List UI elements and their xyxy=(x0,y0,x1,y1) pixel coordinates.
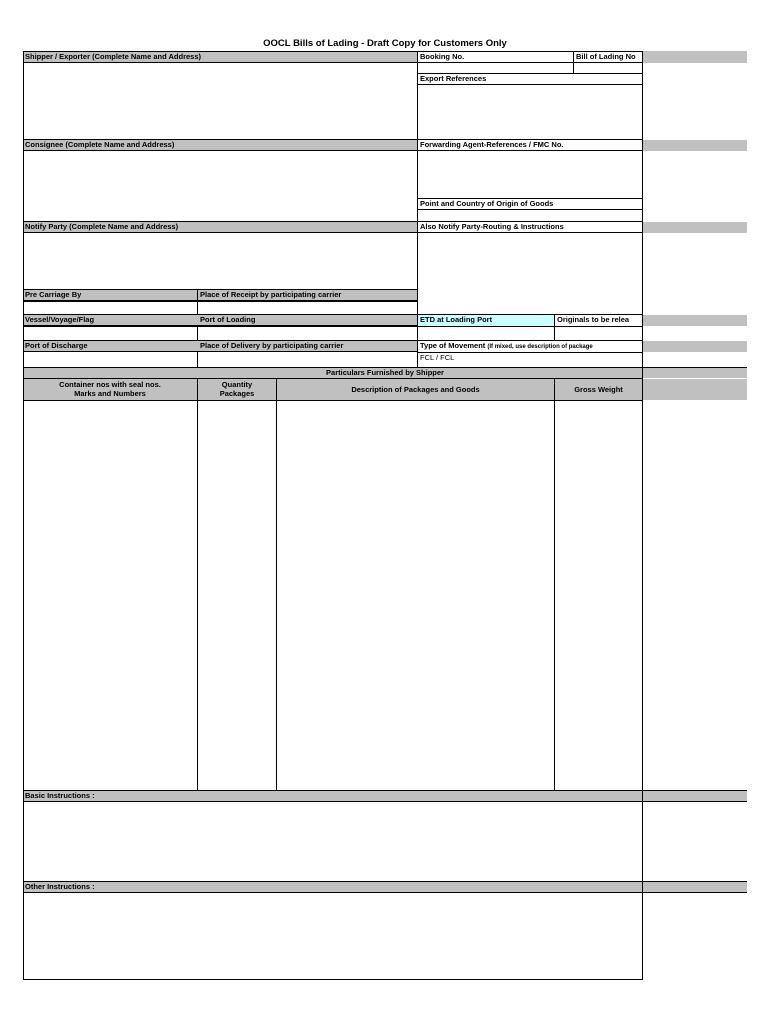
place-of-receipt-field[interactable] xyxy=(198,302,418,313)
port-of-discharge-field[interactable] xyxy=(23,353,197,367)
consignee-label: Consignee (Complete Name and Address) xyxy=(25,140,175,149)
frame-middle-border xyxy=(417,51,418,368)
originals-right-gray xyxy=(643,315,747,326)
forwarding-right-gray xyxy=(643,140,747,151)
form-title: OOCL Bills of Lading - Draft Copy for Customers Only xyxy=(263,38,507,49)
forwarding-agent-field[interactable] xyxy=(418,151,644,197)
booking-no-label: Booking No. xyxy=(420,52,465,61)
port-of-loading-label: Port of Loading xyxy=(200,315,256,324)
frame-left-border xyxy=(23,51,24,980)
shipper-label: Shipper / Exporter (Complete Name and Address) xyxy=(25,52,202,61)
booking-no-field[interactable] xyxy=(418,63,574,73)
type-of-movement-text: Type of Movement xyxy=(420,341,486,350)
particulars-label: Particulars Furnished by Shipper xyxy=(326,368,444,377)
export-right-gray xyxy=(643,74,747,84)
gross-weight-column-body[interactable] xyxy=(555,401,642,790)
description-column-body[interactable] xyxy=(277,401,554,790)
place-of-delivery-label: Place of Delivery by participating carrier xyxy=(200,341,344,350)
pre-carriage-field[interactable] xyxy=(23,302,197,313)
type-of-movement-field[interactable]: FCL / FCL xyxy=(420,353,455,362)
basic-instructions-field[interactable] xyxy=(23,802,642,881)
bill-of-lading-no-field[interactable] xyxy=(574,63,644,73)
also-notify-field[interactable] xyxy=(418,233,644,313)
consignee-field[interactable] xyxy=(23,151,418,221)
container-column-body[interactable] xyxy=(23,401,197,790)
originals-release-label: Originals to be relea xyxy=(557,315,630,324)
notify-party-label: Notify Party (Complete Name and Address) xyxy=(25,222,179,231)
quantity-column-header xyxy=(198,380,276,398)
container-header-line1: Container nos with seal nos. xyxy=(59,380,161,389)
other-instructions-label: Other Instructions : xyxy=(25,882,95,891)
place-of-delivery-field[interactable] xyxy=(198,353,418,367)
vessel-voyage-label: Vessel/Voyage/Flag xyxy=(25,315,95,324)
also-notify-label: Also Notify Party-Routing & Instructions xyxy=(420,222,564,231)
origin-field[interactable] xyxy=(418,210,644,221)
also-notify-right-gray xyxy=(643,222,747,233)
origin-label: Point and Country of Origin of Goods xyxy=(420,199,554,208)
quantity-column-body[interactable] xyxy=(198,401,276,790)
vessel-voyage-field[interactable] xyxy=(23,327,197,339)
type-of-movement-label xyxy=(418,341,644,352)
etd-field[interactable] xyxy=(418,327,554,339)
bill-of-lading-no-label: Bill of Lading No xyxy=(576,52,636,61)
notify-party-field[interactable] xyxy=(23,233,418,289)
type-of-movement-note: (If mixed, use description of package xyxy=(487,344,593,350)
other-instructions-field[interactable] xyxy=(23,893,642,978)
container-column-header xyxy=(23,380,197,398)
place-of-receipt-label: Place of Receipt by participating carrier xyxy=(200,290,342,299)
export-references-label: Export References xyxy=(420,74,487,83)
description-column-header: Description of Packages and Goods xyxy=(351,385,480,394)
bl-right-gray xyxy=(643,51,747,63)
originals-release-field[interactable] xyxy=(555,327,644,339)
port-of-discharge-label: Port of Discharge xyxy=(25,341,88,350)
basic-instructions-label: Basic Instructions : xyxy=(25,791,95,800)
frame-right-border xyxy=(642,51,643,980)
quantity-header-line1: Quantity xyxy=(221,380,253,389)
pre-carriage-label: Pre Carriage By xyxy=(25,290,82,299)
forwarding-agent-label: Forwarding Agent-References / FMC No. xyxy=(420,140,564,149)
gross-weight-column-header: Gross Weight xyxy=(574,385,623,394)
etd-loading-port-label: ETD at Loading Port xyxy=(420,315,493,324)
port-of-loading-field[interactable] xyxy=(198,327,418,339)
export-references-field[interactable] xyxy=(418,85,644,138)
shipper-field[interactable] xyxy=(23,63,418,139)
movement-right-gray xyxy=(643,341,747,352)
quantity-header-line2: Packages xyxy=(219,389,255,398)
container-header-line2: Marks and Numbers xyxy=(74,389,146,398)
